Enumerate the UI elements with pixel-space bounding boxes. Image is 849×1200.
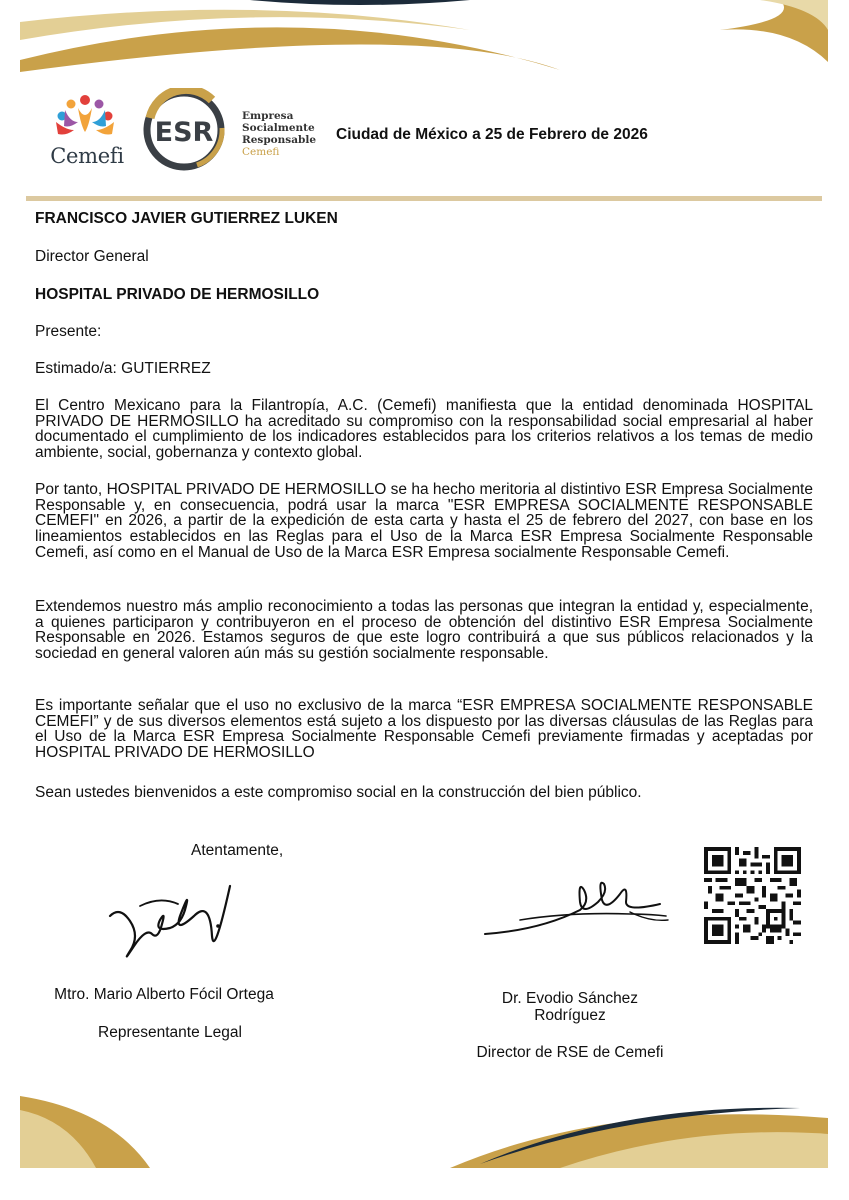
signer-2-name-line1: Dr. Evodio Sánchez — [501, 990, 639, 1007]
signer-2-name — [470, 990, 670, 1024]
recipient-organization: HOSPITAL PRIVADO DE HERMOSILLO — [35, 286, 320, 303]
signature-1 — [100, 876, 240, 976]
qr-code — [704, 847, 801, 944]
cemefi-logo — [40, 92, 130, 168]
body-paragraph-4: Es importante señalar que el uso no exclusivo de la marca “ESR EMPRESA SOCIALMENTE RESPONSABLE CEMEFI” y de sus diversos elementos está sujeto a los dispuesto por las diversas cláusulas de las Reglas para el Uso de la Marca ESR Empresa Socialmente Responsable Cemefi previamente firmadas y aceptadas por HOSPITAL PRIVADO DE HERMOSILLO — [35, 697, 813, 762]
signer-1-role: Representante Legal — [98, 1024, 242, 1041]
esr-logo-line2: Socialmente — [242, 122, 315, 134]
esr-logo-line4: Cemefi — [242, 146, 280, 158]
signer-1-name: Mtro. Mario Alberto Fócil Ortega — [54, 986, 274, 1003]
header-divider — [26, 196, 822, 201]
top-decorative-swoosh — [0, 0, 849, 80]
body-paragraph-1: El Centro Mexicano para la Filantropía, A.C. (Cemefi) manifiesta que la entidad denominada HOSPITAL PRIVADO DE HERMOSILLO ha acreditado su compromiso con la responsabilidad social empresarial al haber documentado el cumplimiento de los indicadores establecidos para los criterios relativos a los temas de medio ambiente, social, gobernanza y contexto global. — [35, 397, 813, 462]
date-line: Ciudad de México a 25 de Febrero de 2026 — [336, 126, 648, 143]
esr-mark-text: ESR — [154, 117, 214, 148]
bottom-decorative-swoosh — [0, 1080, 849, 1180]
esr-logo — [142, 88, 322, 172]
body-paragraph-2: Por tanto, HOSPITAL PRIVADO DE HERMOSILLO se ha hecho meritoria al distintivo ESR Empresa Socialmente Responsable y, en consecuencia, podrá usar la marca "ESR EMPRESA SOCIALMENTE RESPONSABLE CEMEFI" en 2026, a partir de la expedición de esta carta y hasta el 25 de febrero del 2027, con base en los lineamientos establecidos en las Reglas para el Uso de la Marca ESR Empresa Socialmente Responsable Cemefi, así como en el Manual de Uso de la Marca ESR Empresa socialmente Responsable Cemefi. — [35, 481, 813, 561]
closing-salutation: Atentamente, — [191, 842, 284, 859]
cemefi-people-icon — [40, 92, 130, 144]
greeting-line: Estimado/a: GUTIERREZ — [35, 360, 211, 377]
recipient-title: Director General — [35, 248, 149, 265]
body-paragraph-3: Extendemos nuestro más amplio reconocimiento a todas las personas que integran la entidad y, especialmente, a quienes participaron y contribuyeron en el proceso de obtención del distintivo ESR Empresa Socialmente Responsable en 2026. Estamos seguros de que este logro contribuirá a que sus públicos relacionados y la sociedad en general valoren aún más su gestión socialmente responsable. — [35, 598, 813, 663]
esr-logo-line1: Empresa — [242, 110, 294, 122]
signer-2-role: Director de RSE de Cemefi — [476, 1044, 664, 1061]
signature-2 — [480, 872, 670, 942]
cemefi-logo-text: Cemefi — [50, 144, 124, 168]
esr-logo-caption — [242, 110, 332, 158]
esr-logo-line3: Responsable — [242, 134, 317, 146]
recipient-name: FRANCISCO JAVIER GUTIERREZ LUKEN — [35, 210, 338, 227]
signer-2-name-line2: Rodríguez — [534, 1007, 606, 1024]
body-paragraph-5: Sean ustedes bienvenidos a este compromiso social en la construcción del bien público. — [35, 784, 642, 801]
esr-ring-icon — [142, 88, 242, 172]
presente-line: Presente: — [35, 323, 102, 340]
